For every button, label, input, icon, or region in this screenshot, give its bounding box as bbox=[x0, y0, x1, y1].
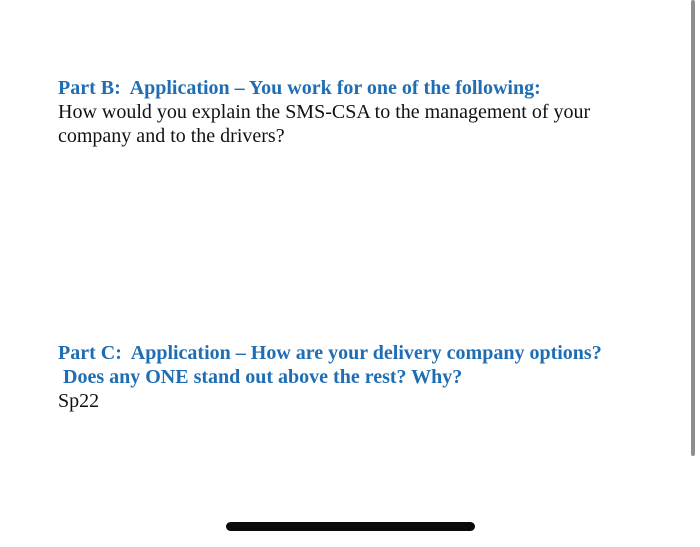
vertical-scrollbar[interactable] bbox=[691, 0, 695, 456]
part-c-heading-line2: Does any ONE stand out above the rest? Why? bbox=[58, 366, 463, 388]
home-indicator[interactable] bbox=[226, 522, 475, 531]
part-b-heading: Part B: Application – You work for one of the following: bbox=[58, 77, 541, 99]
part-c-section bbox=[58, 341, 648, 413]
part-c-note: Sp22 bbox=[58, 390, 100, 412]
part-b-question: How would you explain the SMS-CSA to the management of your company and to the drivers? bbox=[58, 101, 591, 147]
part-c-heading-line1: Part C: Application – How are your delivery company options? bbox=[58, 342, 602, 364]
part-b-section bbox=[58, 76, 648, 148]
